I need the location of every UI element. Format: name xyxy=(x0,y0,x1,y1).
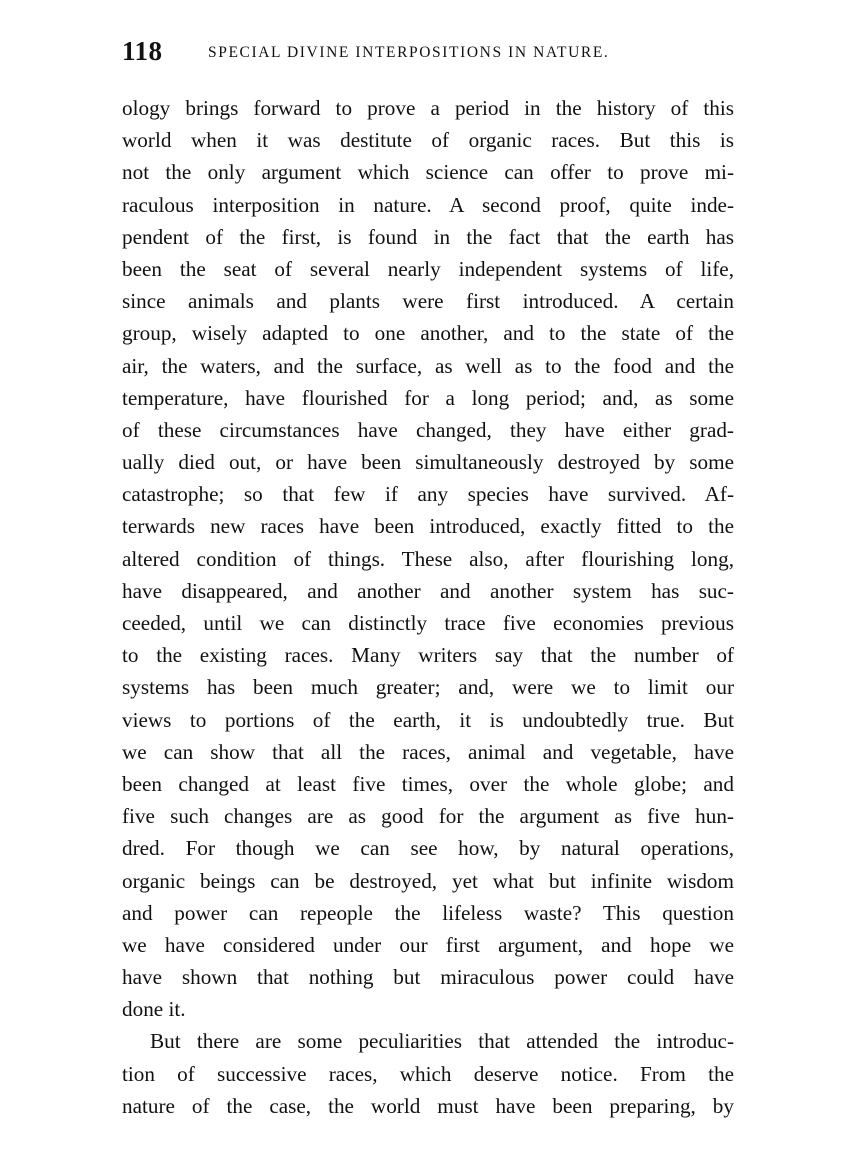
text-line: been the seat of several nearly independent systems of life, xyxy=(122,256,734,281)
text-line: since animals and plants were first introduced. A certain xyxy=(122,289,734,314)
text-line: pendent of the first, is found in the fact that the earth has xyxy=(122,224,734,249)
text-line: have shown that nothing but miraculous power could have xyxy=(122,965,734,990)
text-line: have disappeared, and another and another system has suc- xyxy=(122,578,734,603)
running-title: SPECIAL DIVINE INTERPOSITIONS IN NATURE. xyxy=(208,44,610,61)
text-line: dred. For though we can see how, by natural operations, xyxy=(122,836,734,861)
text-line: organic beings can be destroyed, yet what but infinite wisdom xyxy=(122,868,734,893)
text-line: been changed at least five times, over the whole globe; and xyxy=(122,771,734,796)
text-line: ology brings forward to prove a period in the history of this xyxy=(122,96,734,120)
text-line: temperature, have flourished for a long period; and, as some xyxy=(122,385,734,410)
text-line: to the existing races. Many writers say that the number of xyxy=(122,643,734,668)
text-line: ceeded, until we can distinctly trace five economies previous xyxy=(122,611,734,635)
text-line: and power can repeople the lifeless waste? This question xyxy=(122,900,734,925)
text-line: group, wisely adapted to one another, and to the state of the xyxy=(122,321,734,346)
text-line: systems has been much greater; and, were we to limit our xyxy=(122,675,734,700)
running-header xyxy=(122,36,732,70)
page-number: 118 xyxy=(122,36,163,66)
text-line: terwards new races have been introduced, exactly fitted to the xyxy=(122,514,734,539)
text-line: not the only argument which science can offer to prove mi- xyxy=(122,160,734,185)
text-line: world when it was destitute of organic races. But this is xyxy=(122,128,734,153)
body-text xyxy=(122,92,734,1122)
text-line: five such changes are as good for the argument as five hun- xyxy=(122,804,734,829)
text-line: But there are some peculiarities that attended the introduc- xyxy=(150,1029,734,1054)
text-line: done it. xyxy=(122,997,186,1022)
text-line: nature of the case, the world must have been preparing, by xyxy=(122,1093,734,1118)
text-line: air, the waters, and the surface, as well as to the food and the xyxy=(122,353,734,378)
text-line: catastrophe; so that few if any species have survived. Af- xyxy=(122,482,734,507)
paragraph xyxy=(122,92,734,1025)
paragraph xyxy=(122,1025,734,1122)
text-line: we have considered under our first argument, and hope we xyxy=(122,932,734,957)
text-line: we can show that all the races, animal and vegetable, have xyxy=(122,739,734,764)
text-line: of these circumstances have changed, they have either grad- xyxy=(122,417,734,442)
text-line: raculous interposition in nature. A second proof, quite inde- xyxy=(122,192,734,217)
text-line: altered condition of things. These also, after flourishing long, xyxy=(122,546,734,571)
text-line: tion of successive races, which deserve notice. From the xyxy=(122,1061,734,1086)
text-line: ually died out, or have been simultaneously destroyed by some xyxy=(122,450,734,475)
text-line: views to portions of the earth, it is undoubtedly true. But xyxy=(122,707,734,732)
